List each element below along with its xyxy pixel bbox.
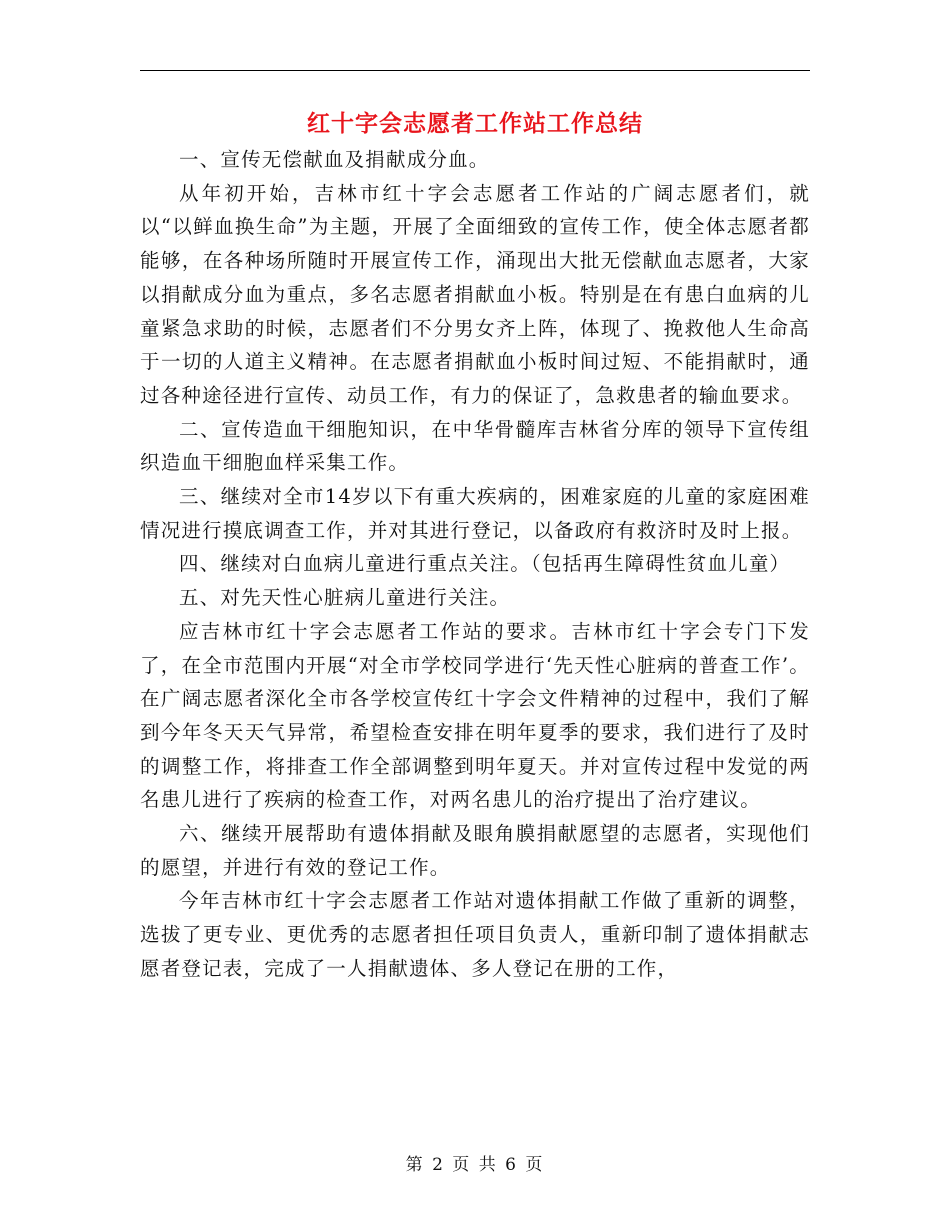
paragraph: 从年初开始，吉林市红十字会志愿者工作站的广阔志愿者们，就以“以鲜血换生命”为主题，开展了全面细致的宣传工作，使全体志愿者都能够，在各种场所随时开展宣传工作，涌现出大批无偿献血志愿者，大家以捐献成分血为重点，多名志愿者捐献血小板。特别是在有患白血病的儿童紧急求助的时候，志愿者们不分男女齐上阵，体现了、挽救他人生命高于一切的人道主义精神。在志愿者捐献血小板时间过短、不能捐献时，通过各种途径进行宣传、动员工作，有力的保证了，急救患者的输血要求。	[140, 181, 810, 407]
paragraph: 四、继续对白血病儿童进行重点关注。（包括再生障碍性贫血儿童）	[179, 552, 791, 576]
document-title: 红十字会志愿者工作站工作总结	[307, 110, 643, 137]
paragraph: 今年吉林市红十字会志愿者工作站对遗体捐献工作做了重新的调整，选拔了更专业、更优秀的志愿者担任项目负责人，重新印制了遗体捐献志愿者登记表，完成了一人捐献遗体、多人登记在册的工作，	[140, 889, 810, 980]
document-body	[140, 143, 810, 986]
paragraph: 五、对先天性心脏病儿童进行关注。	[179, 586, 511, 610]
paragraph: 应吉林市红十字会志愿者工作站的要求。吉林市红十字会专门下发了，在全市范围内开展“对全市学校同学进行‘先天性心脏病的普查工作’。在广阔志愿者深化全市各学校宣传红十字会文件精神的过程中，我们了解到今年冬天天气异常，希望检查安排在明年夏季的要求，我们进行了及时的调整工作，将排查工作全部调整到明年夏天。并对宣传过程中发觉的两名患儿进行了疾病的检查工作，对两名患儿的治疗提出了治疗建议。	[140, 619, 810, 812]
paragraph: 二、宣传造血干细胞知识，在中华骨髓库吉林省分库的领导下宣传组织造血干细胞血样采集工作。	[140, 417, 810, 475]
header-rule	[140, 70, 810, 71]
paragraph: 一、宣传无偿献血及捐献成分血。	[179, 148, 490, 171]
paragraph: 六、继续开展帮助有遗体捐献及眼角膜捐献愿望的志愿者，实现他们的愿望，并进行有效的登记工作。	[140, 822, 810, 879]
paragraph: 三、继续对全市14岁以下有重大疾病的，困难家庭的儿童的家庭困难情况进行摸底调查工作，并对其进行登记，以备政府有救济时及时上报。	[140, 485, 810, 542]
page-footer: 第 2 页 共 6 页	[405, 1155, 545, 1175]
